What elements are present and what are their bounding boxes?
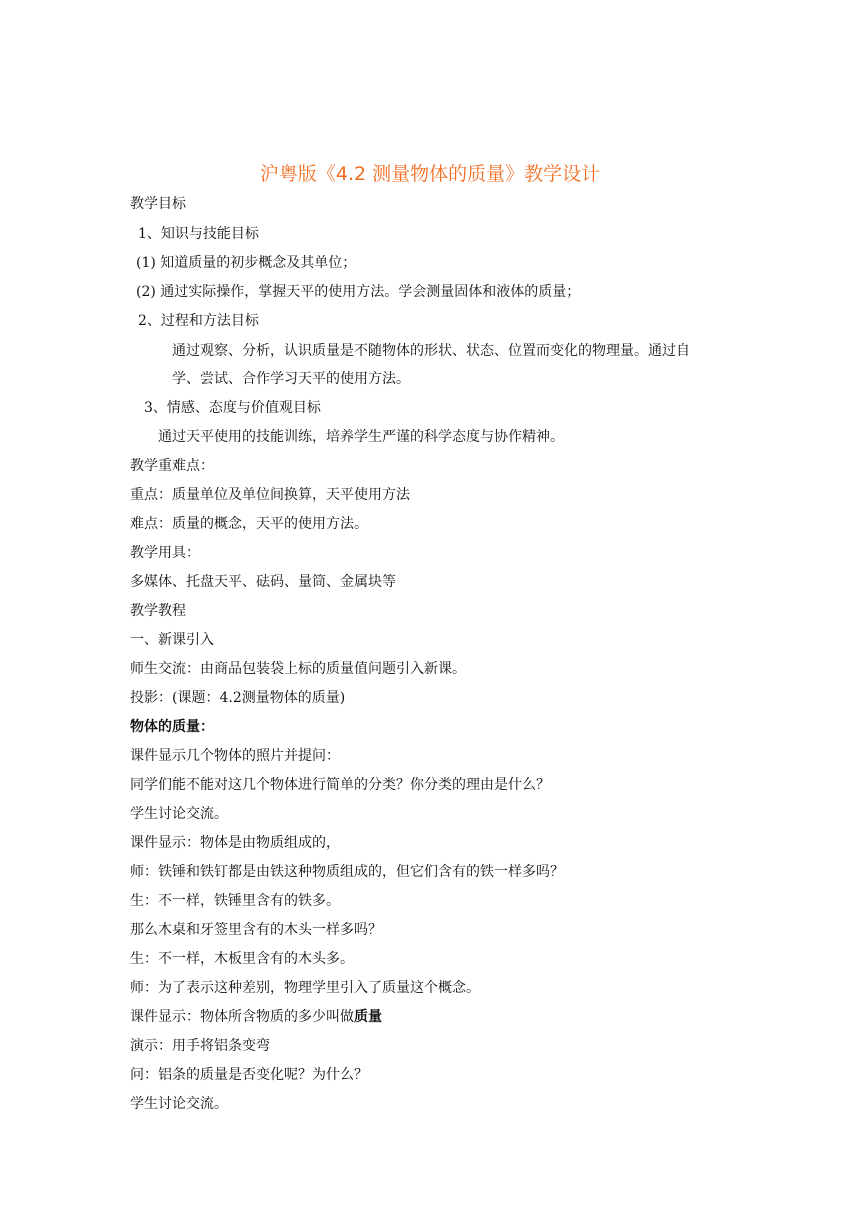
- aluminum-mass-question: 问：铝条的质量是否变化呢？为什么？: [130, 1067, 368, 1083]
- courseware-photos-line: 课件显示几个物体的照片并提问：: [130, 748, 340, 764]
- attitude-paragraph: 通过天平使用的技能训练，培养学生严谨的科学态度与协作精神。: [158, 429, 564, 445]
- student-wood-answer: 生：不一样，木板里含有的木头多。: [130, 951, 354, 967]
- student-iron-answer: 生：不一样，铁锤里含有的铁多。: [130, 893, 340, 909]
- key-point-line: 重点：质量单位及单位间换算，天平使用方法: [130, 487, 410, 503]
- objective-item-1: (1) 知道质量的初步概念及其单位；: [136, 255, 357, 271]
- student-discussion-line-2: 学生讨论交流。: [130, 1096, 228, 1112]
- mass-definition-line: [130, 1007, 382, 1027]
- demo-bend-line: 演示：用手将铝条变弯: [130, 1038, 270, 1054]
- projection-line: 投影：(课题：4.2测量物体的质量): [130, 690, 346, 706]
- student-discussion-line-1: 学生讨论交流。: [130, 806, 228, 822]
- wood-question: 那么木桌和牙签里含有的木头一样多吗？: [130, 922, 382, 938]
- subheading-attitude-values: 3、情感、态度与价值观目标: [144, 400, 321, 416]
- intro-paragraph: 师生交流：由商品包装袋上标的质量值问题引入新课。: [130, 661, 466, 677]
- teacher-iron-question: 师：铁锤和铁钉都是由铁这种物质组成的，但它们含有的铁一样多吗？: [130, 864, 564, 880]
- subheading-new-lesson-intro: 一、新课引入: [130, 632, 214, 648]
- subheading-process-method: 2、过程和方法目标: [138, 313, 259, 329]
- section-heading-key-points: 教学重难点：: [130, 458, 214, 474]
- objective-item-2: (2) 通过实际操作，掌握天平的使用方法。学会测量固体和液体的质量；: [136, 284, 581, 300]
- section-heading-tools: 教学用具：: [130, 545, 200, 561]
- tools-list: 多媒体、托盘天平、砝码、量筒、金属块等: [130, 574, 396, 590]
- mass-term: 质量: [354, 1009, 382, 1025]
- difficult-point-line: 难点：质量的概念，天平的使用方法。: [130, 516, 368, 532]
- subheading-knowledge-skills: 1、知识与技能目标: [138, 226, 259, 242]
- classification-question: 同学们能不能对这几个物体进行简单的分类？你分类的理由是什么？: [130, 777, 550, 793]
- subheading-object-mass: 物体的质量：: [130, 719, 214, 735]
- section-heading-objectives: 教学目标: [130, 196, 186, 212]
- teacher-mass-concept: 师：为了表示这种差别，物理学里引入了质量这个概念。: [130, 980, 480, 996]
- document-title: 沪粤版《4.2 测量物体的质量》教学设计: [259, 163, 601, 185]
- process-paragraph-line-2: 学、尝试、合作学习天平的使用方法。: [172, 371, 410, 387]
- mass-definition-text: 课件显示：物体所含物质的多少叫做: [130, 1009, 354, 1025]
- process-paragraph-line-1: 通过观察、分析，认识质量是不随物体的形状、状态、位置而变化的物理量。通过自: [172, 343, 690, 359]
- courseware-matter-line: 课件显示：物体是由物质组成的，: [130, 835, 340, 851]
- section-heading-procedure: 教学教程: [130, 603, 186, 619]
